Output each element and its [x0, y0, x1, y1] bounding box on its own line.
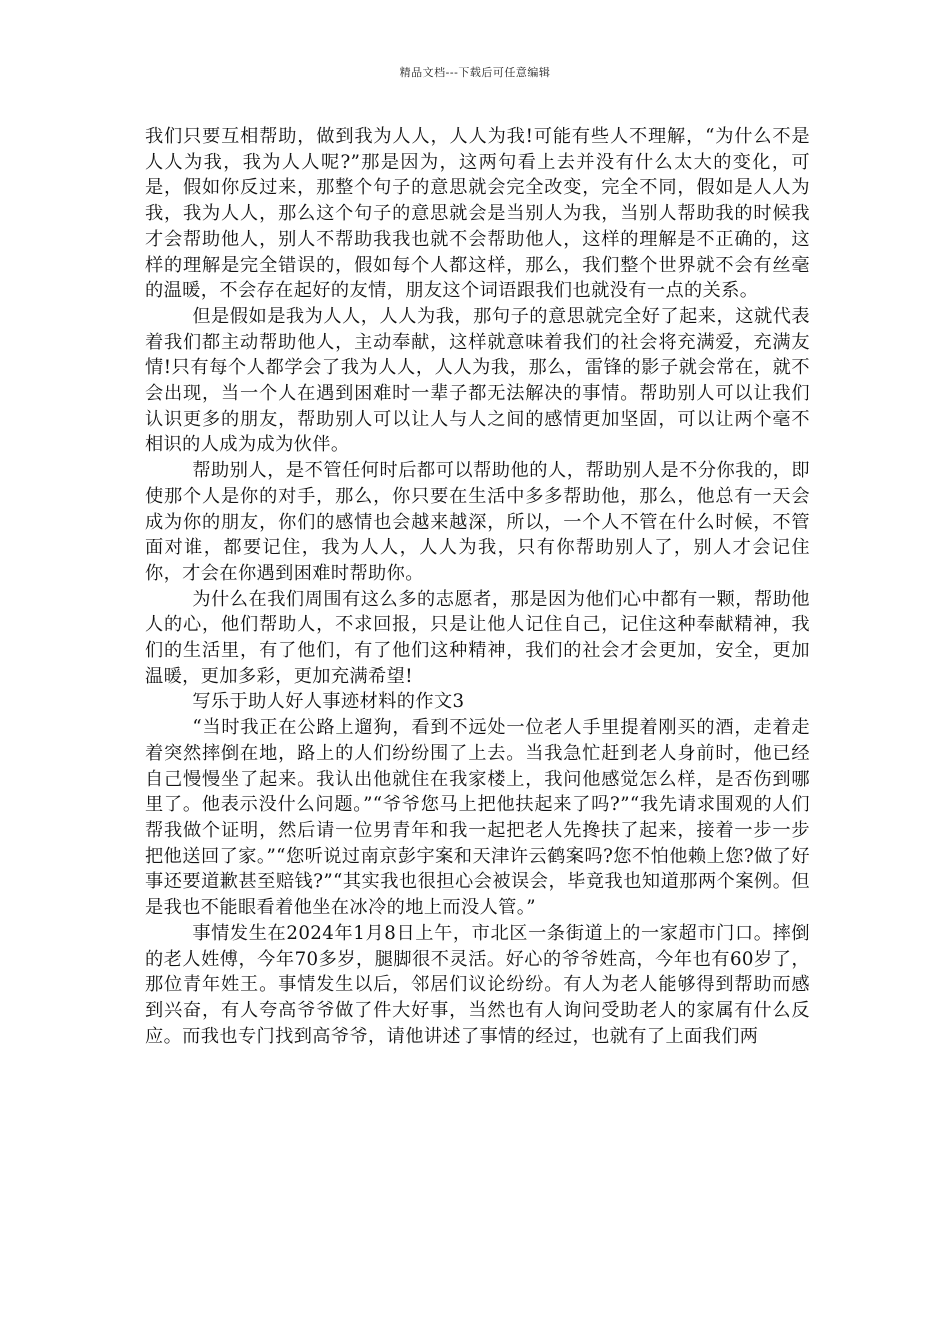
paragraph-5: “当时我正在公路上遛狗，看到不远处一位老人手里提着刚买的酒，走着走着突然摔倒在地，路上的人们纷纷围了上去。当我急忙赶到老人身前时，他已经自己慢慢坐了起来。我认出他就住在我家楼上，我问他感觉怎么样，是否伤到哪里了。他表示没什么问题。”“爷爷您马上把他扶起来了吗?”“我先请求围观的人们帮我做个证明，然后请一位男青年和我一起把老人先搀扶了起来，接着一步一步把他送回了家。”“您听说过南京彭宇案和天津许云鹤案吗?您不怕他赖上您?做了好事还要道歉甚至赔钱?”“其实我也很担心会被误会，毕竟我也知道那两个案例。但是我也不能眼看着他坐在冰冷的地上而没人管。” — [145, 717, 810, 919]
document-body — [145, 124, 810, 1049]
paragraph-6: 事情发生在2024年1月8日上午，市北区一条街道上的一家超市门口。摔倒的老人姓傅，今年70多岁，腿脚很不灵活。好心的爷爷姓高，今年也有60岁了，那位青年姓王。事情发生以后，邻居们议论纷纷。有人为老人能够得到帮助而感到兴奋，有人夸高爷爷做了件大好事，当然也有人询问受助老人的家属有什么反应。而我也专门找到高爷爷，请他讲述了事情的经过，也就有了上面我们两 — [145, 922, 810, 1047]
section-heading: 写乐于助人好人事迹材料的作文3 — [192, 691, 465, 713]
paragraph-4: 为什么在我们周围有这么多的志愿者，那是因为他们心中都有一颗，帮助他人的心，他们帮助人，不求回报，只是让他人记住自己，记住这种奉献精神，我们的生活里，有了他们，有了他们这种精神，我们的社会才会更加，安全，更加温暖，更加多彩，更加充满希望! — [145, 588, 810, 687]
paragraph-1: 我们只要互相帮助，做到我为人人，人人为我!可能有些人不理解，“为什么不是人人为我，我为人人呢?”那是因为，这两句看上去并没有什么太大的变化，可是，假如你反过来，那整个句子的意思就会完全改变，完全不同，假如是人人为我，我为人人，那么这个句子的意思就会是当别人为我，当别人帮助我的时候我才会帮助他人，别人不帮助我我也就不会帮助他人，这样的理解是不正确的，这样的理解是完全错误的，假如每个人都这样，那么，我们整个世界就不会有丝毫的温暖，不会存在起好的友情，朋友这个词语跟我们也就没有一点的关系。 — [145, 126, 810, 302]
page-header: 精品文档---下载后可任意编辑 — [399, 66, 551, 79]
paragraph-2: 但是假如是我为人人，人人为我，那句子的意思就完全好了起来，这就代表着我们都主动帮助他人，主动奉献，这样就意味着我们的社会将充满爱，充满友情!只有每个人都学会了我为人人，人人为我，那么，雷锋的影子就会常在，就不会出现，当一个人在遇到困难时一辈子都无法解决的事情。帮助别人可以让我们认识更多的朋友，帮助别人可以让人与人之间的感情更加坚固，可以让两个毫不相识的人成为成为伙伴。 — [145, 305, 810, 456]
paragraph-3: 帮助别人，是不管任何时后都可以帮助他的人，帮助别人是不分你我的，即使那个人是你的对手，那么，你只要在生活中多多帮助他，那么，他总有一天会成为你的朋友，你们的感情也会越来越深，所以，一个人不管在什么时候，不管面对谁，都要记住，我为人人，人人为我，只有你帮助别人了，别人才会记住你，才会在你遇到困难时帮助你。 — [145, 460, 810, 584]
